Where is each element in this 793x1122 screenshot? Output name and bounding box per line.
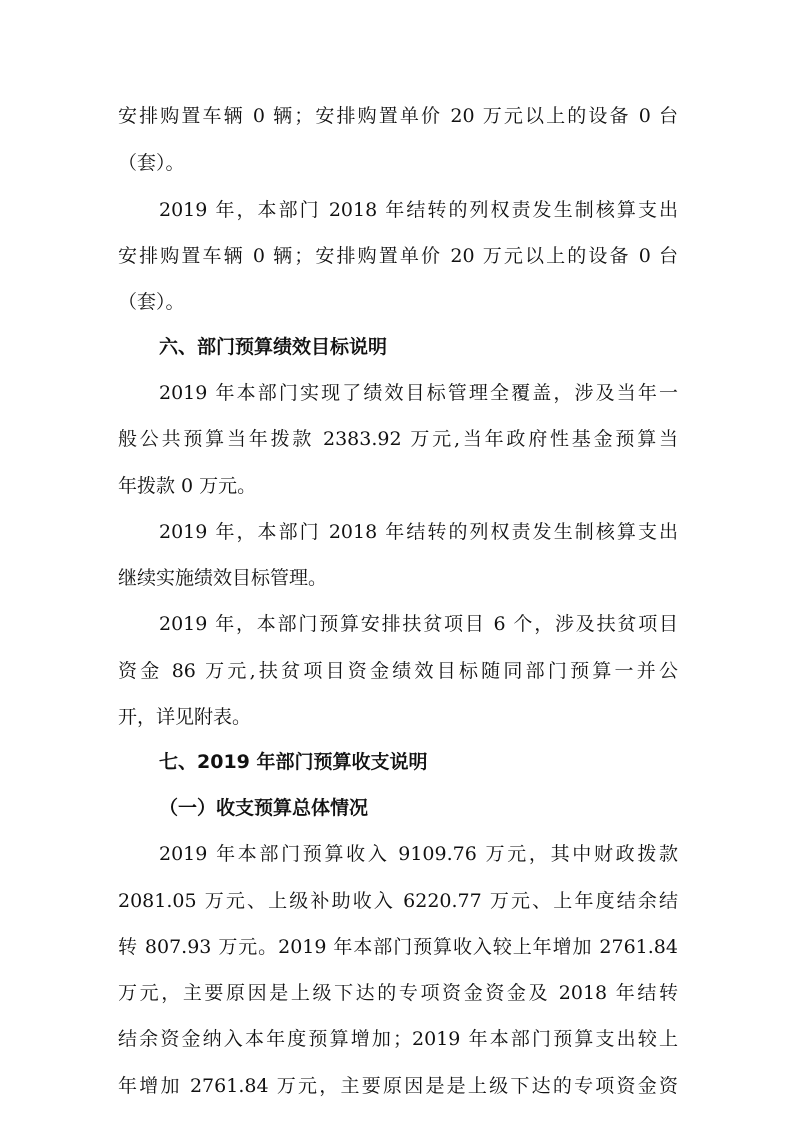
body-text-line: 结余资金纳入本年度预算增加；2019 年本部门预算支出较上 xyxy=(118,1028,678,1050)
subsection-heading: （一）收支预算总体情况 xyxy=(159,797,369,819)
body-text-line: 年增加 2761.84 万元，主要原因是是上级下达的专项资金资 xyxy=(118,1075,678,1097)
body-text-line: 2019 年本部门实现了绩效目标管理全覆盖，涉及当年一 xyxy=(159,382,678,404)
body-text-line: （套）。 xyxy=(118,152,185,174)
body-text-line: 继续实施绩效目标管理。 xyxy=(118,567,328,589)
body-text-line: 2081.05 万元、上级补助收入 6220.77 万元、上年度结余结 xyxy=(118,890,678,912)
body-text-line: 2019 年，本部门预算安排扶贫项目 6 个，涉及扶贫项目 xyxy=(159,613,678,635)
body-text-line: 2019 年本部门预算收入 9109.76 万元，其中财政拨款 xyxy=(159,843,678,865)
body-text-line: 2019 年，本部门 2018 年结转的列权责发生制核算支出 xyxy=(159,521,678,543)
body-text-line: 万元，主要原因是上级下达的专项资金资金及 2018 年结转 xyxy=(118,982,678,1004)
body-text-line: 安排购置车辆 0 辆；安排购置单价 20 万元以上的设备 0 台 xyxy=(118,105,678,127)
body-text-line: 资金 86 万元,扶贫项目资金绩效目标随同部门预算一并公 xyxy=(118,660,678,682)
body-text-line: 转 807.93 万元。2019 年本部门预算收入较上年增加 2761.84 xyxy=(118,936,678,958)
body-text-line: 年拨款 0 万元。 xyxy=(118,475,257,497)
section-heading: 六、部门预算绩效目标说明 xyxy=(159,336,388,358)
section-heading: 七、2019 年部门预算收支说明 xyxy=(159,751,428,773)
body-text-line: 般公共预算当年拨款 2383.92 万元,当年政府性基金预算当 xyxy=(118,428,678,450)
body-text-line: 2019 年，本部门 2018 年结转的列权责发生制核算支出 xyxy=(159,199,678,221)
body-text-line: （套）。 xyxy=(118,291,185,313)
body-text-line: 安排购置车辆 0 辆；安排购置单价 20 万元以上的设备 0 台 xyxy=(118,245,678,267)
body-text-line: 开，详见附表。 xyxy=(118,706,252,728)
